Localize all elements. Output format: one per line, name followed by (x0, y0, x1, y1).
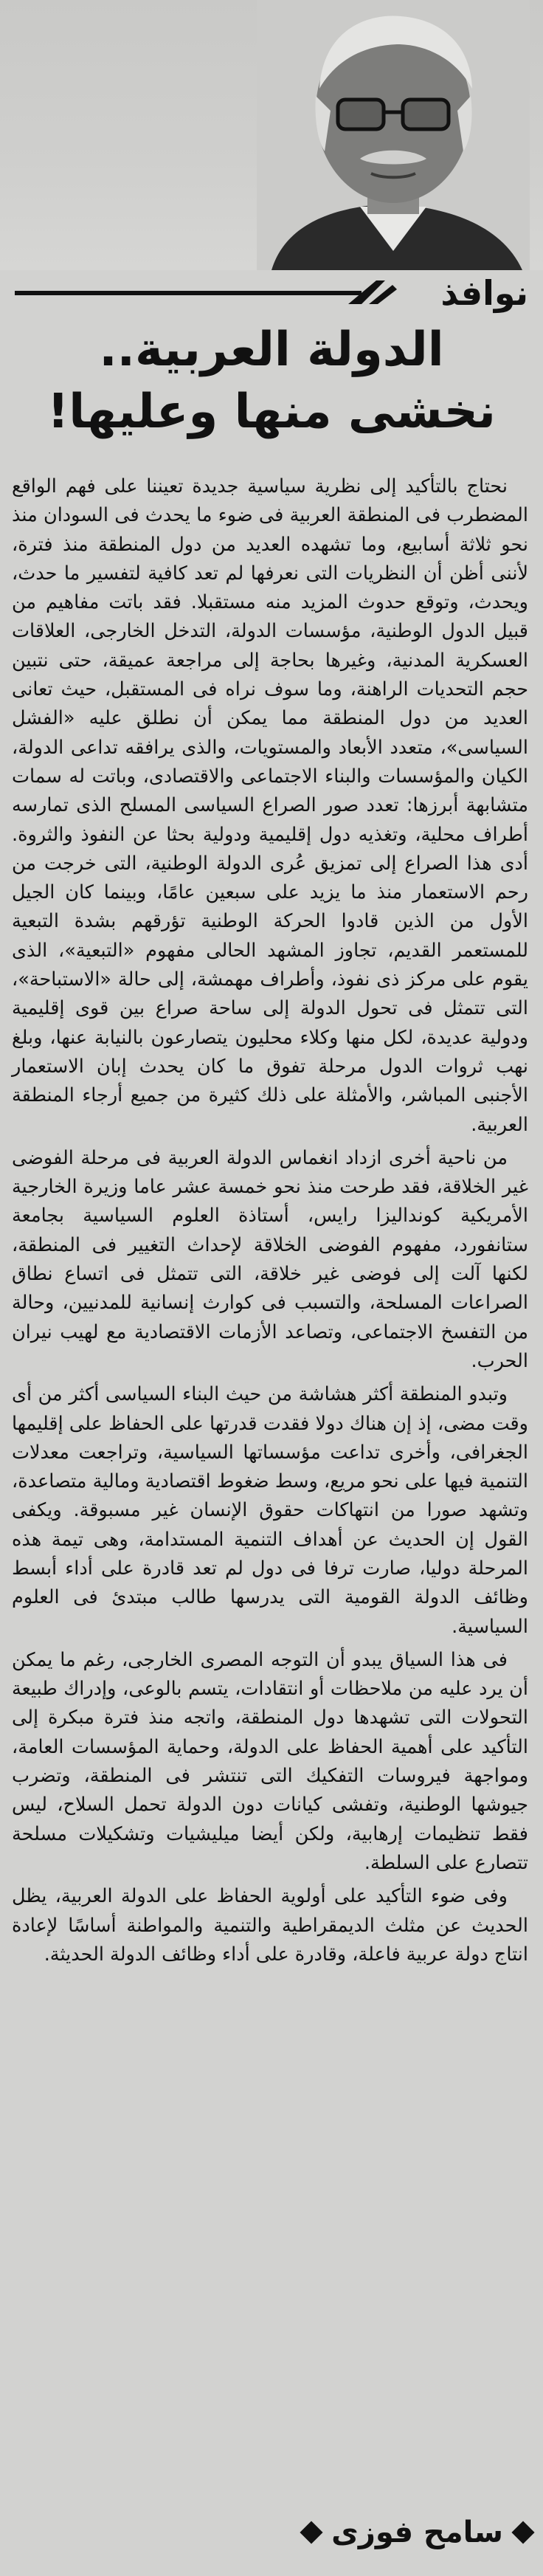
author-photo-area (0, 0, 543, 270)
diamond-icon (300, 2521, 323, 2544)
headline-line-1: الدولة العربية.. (99, 323, 444, 377)
paragraph: وفى ضوء التأكيد على أولوية الحفاظ على الدولة العربية، يظل الحديث عن مثلث الديمقراطية والتنمية والمواطنة أساسًا لإعادة انتاج دولة عربية فاعلة، وقادرة على أداء وظائف الدولة الحديثة. (12, 1885, 528, 1966)
paragraph: وتبدو المنطقة أكثر هشاشة من حيث البناء السياسى أكثر من أى وقت مضى، إذ إن هناك دولا فقدت قدرتها على الحفاظ على إقليمها الجغرافى، وأخرى تداعت مؤسساتها السياسية، وتراجعت معدلات التنمية فيها على نحو مريع، وسط ضغوط اقتصادية ومالية متصاعدة، وتشهد صورا من انتهاكات حقوق الإنسان غير مسبوقة. ويكفى القول إن الحديث عن أهداف التنمية المستدامة، وهى تيمة هذه المرحلة دوليا، صارت ترفا فى دول لم تعد قادرة على أداء أبسط وظائف الدولة القومية التى يدرسها طالب مبتدئ فى العلوم السياسية. (12, 1383, 528, 1638)
paragraph: من ناحية أخرى ازداد انغماس الدولة العربية فى مرحلة الفوضى غير الخلاقة، فقد طرحت منذ نحو خمسة عشر عاما وزيرة الخارجية الأمريكية كونداليزا رايس، أستاذة العلوم السياسية بجامعة ستانفورد، مفهوم الفوضى الخلاقة لإحداث التغيير فى المنطقة، لكنها آلت إلى فوضى غير خلاقة، التى تتمثل فى اتساع نطاق الصراعات المسلحة، والتسبب فى كوارث إنسانية للمدنيين، وحالة من التفسخ الاجتماعى، وتصاعد الأزمات الاقتصادية مع لهيب نيران الحرب. (12, 1146, 528, 1372)
article-headline (0, 319, 543, 443)
author-name: سامح فوزى (331, 2515, 503, 2549)
headline-line-2: نخشى منها وعليها! (47, 385, 496, 439)
paragraph: نحتاج بالتأكيد إلى نظرية سياسية جديدة تعيننا على فهم الواقع المضطرب فى المنطقة العربية فى ضوء ما يحدث فى السودان منذ نحو ثلاثة أسابيع، وما تشهده العديد من دول المنطقة منذ فترة، لأننى أظن أن النظريات التى نعرفها لم تعد كافية لتفسير ما حدث، ويحدث، وتوقع حدوث المزيد منه مستقبلا. فقد باتت مفاهيم من قبيل الدول الوطنية، مؤسسات الدولة، التدخل الخارجى، العلاقات العسكرية المدنية، وغيرها بحاجة إلى مراجعة عميقة، حتى نتبين حجم التحديات الراهنة، وما سوف نراه فى المستقبل، حيث تعانى العديد من دول المنطقة مما يمكن أن نطلق عليه «الفشل السياسى»، متعدد الأبعاد والمستويات، والذى يرافقه تداعى الدولة، الكيان والمؤسسات والبناء الاجتماعى والاقتصادى، وباتت له سمات متشابهة أبرزها: تعدد صور الصراع السياسى المسلح الذى تمارسه أطراف محلية، وتغذيه دول إقليمية ودولية بحثا عن النفوذ والثروة. أدى هذا الصراع إلى تمزيق عُرى الدولة الوطنية، التى خرجت من رحم الاستعمار منذ ما يزيد على سبعين عامًا، وبينما كان الجيل الأول من الذين قادوا الحركة الوطنية تؤرقهم بشدة التبعية للمستعمر القديم، تجاوز المشهد الحالى مفهوم «التبعية»، الذى يقوم على مركز ذى نفوذ، وأطراف مهمشة، إلى حالة «الاستباحة»، التى تتمثل فى تحول الدولة إلى ساحة صراع بين قوى إقليمية ودولية عديدة، لكل منها وكلاء محليون يتصارعون بالنيابة عنها، وبلغ نهب ثروات الدول مرحلة تفوق ما كان يحدث إبان الاستعمار الأجنبى المباشر، والأمثلة على ذلك كثيرة من جميع أرجاء المنطقة العربية. (12, 475, 528, 1136)
section-bar (0, 270, 543, 313)
section-swoosh-icon (347, 275, 398, 309)
article-body (12, 472, 528, 1969)
paragraph: فى هذا السياق يبدو أن التوجه المصرى الخارجى، رغم ما يمكن أن يرد عليه من ملاحظات أو انتقادات، يتسم بالوعى، وإدراك طبيعة التحولات التى تشهدها دول المنطقة، واتجه منذ فترة مبكرة إلى التأكيد على أهمية الحفاظ على الدولة، وحماية المؤسسات العامة، ومواجهة فيروسات التفكيك التى تنتشر فى المنطقة، وتضرب جيوشها الوطنية، وتفشى كيانات دون الدولة تحمل السلاح، ليس فقط تنظيمات إرهابية، ولكن أيضا ميليشيات وتشكيلات مسلحة تتصارع على السلطة. (12, 1648, 528, 1874)
diamond-icon (511, 2521, 534, 2544)
section-rule (15, 291, 362, 295)
author-byline (303, 2515, 531, 2549)
section-logo: نوافذ (440, 273, 528, 313)
author-portrait (257, 0, 530, 270)
